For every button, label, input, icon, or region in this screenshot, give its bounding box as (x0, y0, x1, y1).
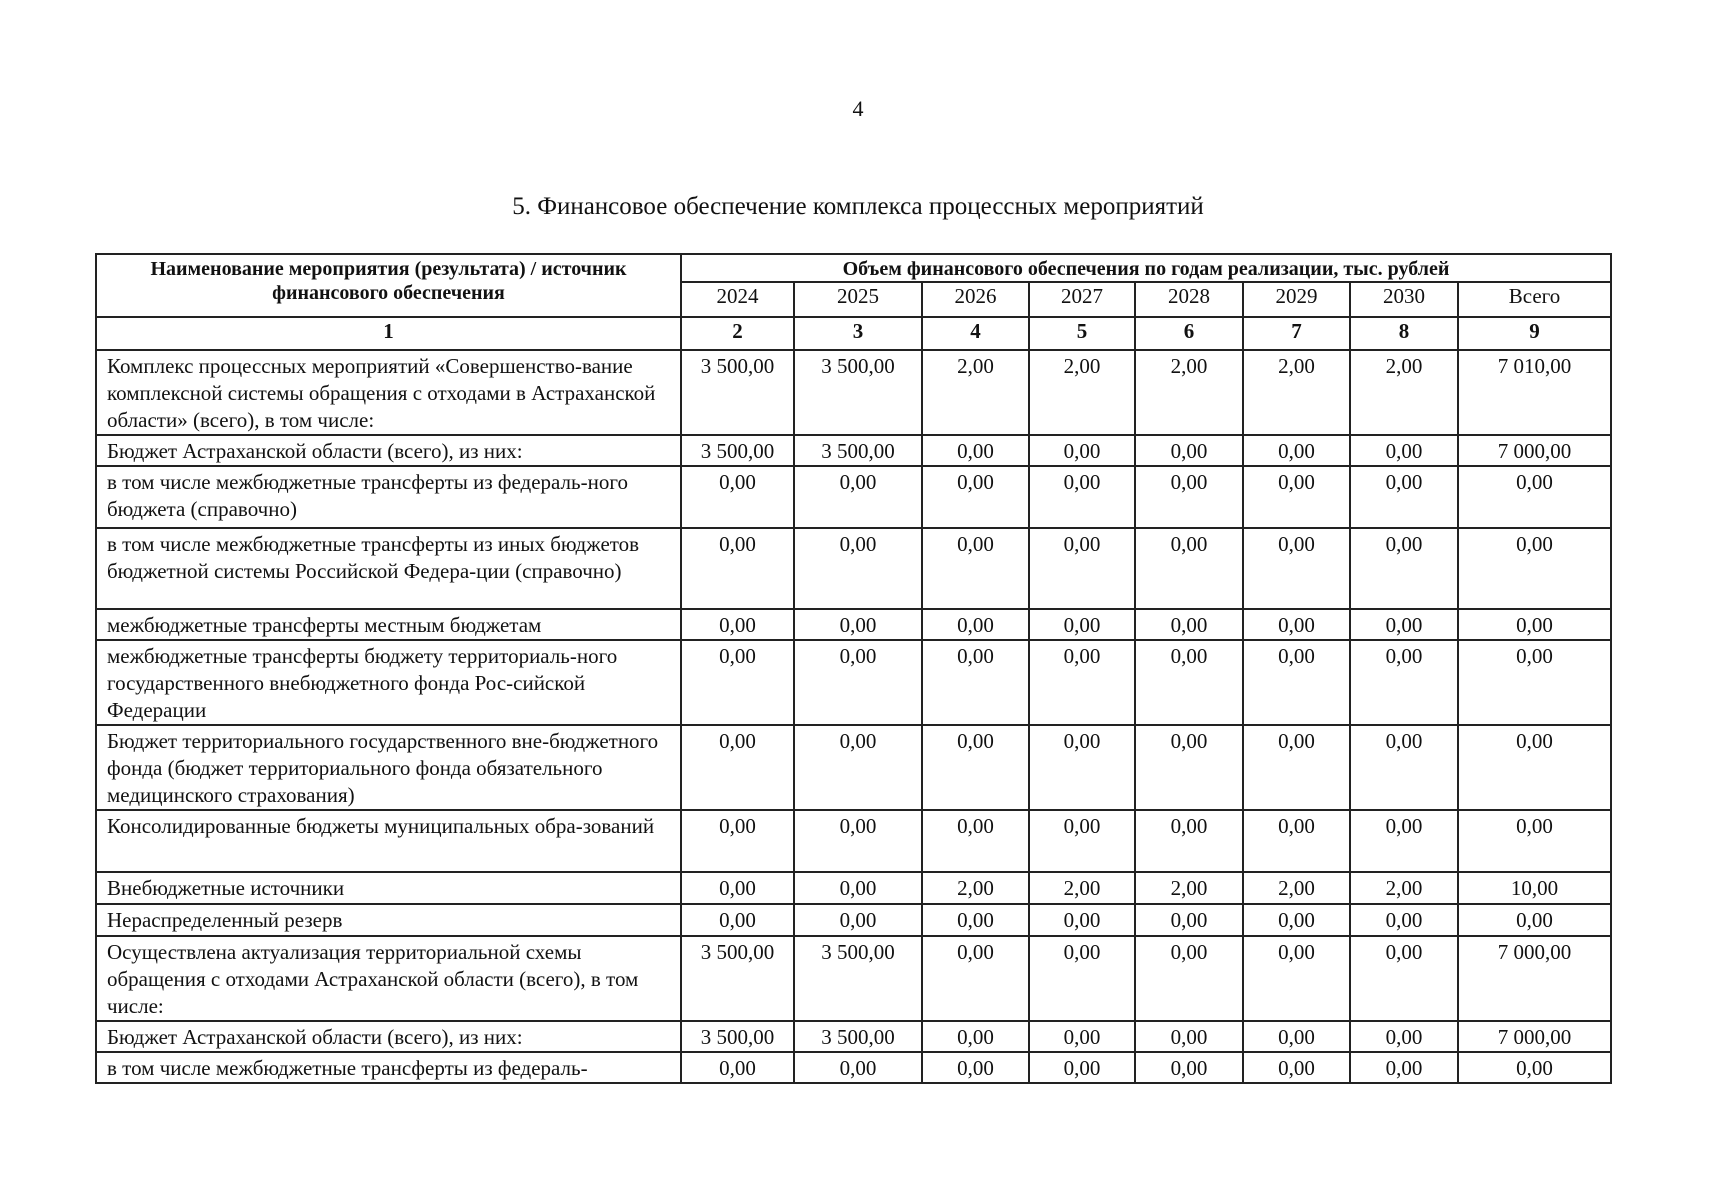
value-cell: 0,00 (1029, 1021, 1135, 1052)
value-cell: 3 500,00 (794, 435, 922, 466)
value-cell: 0,00 (1029, 1052, 1135, 1083)
value-cell: 0,00 (1135, 466, 1243, 528)
value-cell: 0,00 (922, 904, 1029, 936)
year-header-cell: 2026 (922, 282, 1029, 317)
value-cell: 0,00 (1029, 725, 1135, 810)
value-cell: 0,00 (922, 810, 1029, 872)
value-cell: 0,00 (681, 725, 794, 810)
column-index-cell: 4 (922, 317, 1029, 350)
financing-table (95, 253, 1612, 1084)
table-row (96, 936, 1611, 1021)
value-cell: 3 500,00 (681, 435, 794, 466)
total-cell: 7 010,00 (1458, 350, 1611, 435)
total-cell: 0,00 (1458, 810, 1611, 872)
row-name-cell: Бюджет Астраханской области (всего), из них: (96, 435, 681, 466)
row-name-cell: в том числе межбюджетные трансферты из федераль- (96, 1052, 681, 1083)
section-title: 5. Финансовое обеспечение комплекса процессных мероприятий (512, 193, 1204, 220)
value-cell: 0,00 (1029, 640, 1135, 725)
row-name-cell: Бюджет Астраханской области (всего), из них: (96, 1021, 681, 1052)
value-cell: 0,00 (1350, 435, 1458, 466)
value-cell: 0,00 (1029, 466, 1135, 528)
value-cell: 0,00 (922, 466, 1029, 528)
row-name-cell: Осуществлена актуализация территориальной схемы обращения с отходами Астраханской области (всего), в том числе: (96, 936, 681, 1021)
value-cell: 0,00 (794, 640, 922, 725)
value-cell: 0,00 (1135, 435, 1243, 466)
column-index-cell: 1 (96, 317, 681, 350)
value-cell: 0,00 (922, 528, 1029, 609)
value-cell: 0,00 (1350, 1021, 1458, 1052)
value-cell: 0,00 (681, 640, 794, 725)
value-cell: 0,00 (1350, 640, 1458, 725)
value-cell: 0,00 (1029, 435, 1135, 466)
column-index-cell: 7 (1243, 317, 1350, 350)
column-index-cell: 9 (1458, 317, 1611, 350)
column-index-cell: 3 (794, 317, 922, 350)
value-cell: 0,00 (1243, 904, 1350, 936)
table-row (96, 904, 1611, 936)
header-name-cell: Наименование мероприятия (результата) / источник финансового обеспечения (96, 254, 681, 317)
total-cell: 7 000,00 (1458, 1021, 1611, 1052)
value-cell: 0,00 (1029, 609, 1135, 640)
row-name-cell: Внебюджетные источники (96, 872, 681, 904)
row-name-cell: межбюджетные трансферты бюджету территориаль-ного государственного внебюджетного фонда Рос-сийской Федерации (96, 640, 681, 725)
page-number: 4 (852, 96, 864, 121)
value-cell: 3 500,00 (794, 1021, 922, 1052)
value-cell: 0,00 (794, 725, 922, 810)
value-cell: 0,00 (1350, 904, 1458, 936)
value-cell: 0,00 (794, 466, 922, 528)
value-cell: 0,00 (1243, 725, 1350, 810)
value-cell: 0,00 (1350, 936, 1458, 1021)
value-cell: 0,00 (1135, 904, 1243, 936)
value-cell: 3 500,00 (794, 936, 922, 1021)
value-cell: 2,00 (1243, 350, 1350, 435)
year-header-cell: 2029 (1243, 282, 1350, 317)
total-cell: 0,00 (1458, 466, 1611, 528)
value-cell: 0,00 (681, 1052, 794, 1083)
value-cell: 0,00 (681, 466, 794, 528)
value-cell: 3 500,00 (794, 350, 922, 435)
column-index-row (96, 317, 1611, 350)
value-cell: 2,00 (1350, 872, 1458, 904)
column-index-cell: 6 (1135, 317, 1243, 350)
value-cell: 0,00 (1029, 528, 1135, 609)
value-cell: 0,00 (922, 1021, 1029, 1052)
column-index-cell: 2 (681, 317, 794, 350)
total-cell: 7 000,00 (1458, 435, 1611, 466)
table-row (96, 528, 1611, 609)
row-name-cell: Бюджет территориального государственного вне-бюджетного фонда (бюджет территориального фонда обязательного медицинского страхования) (96, 725, 681, 810)
row-name-cell: в том числе межбюджетные трансферты из иных бюджетов бюджетной системы Российской Федера-ции (справочно) (96, 528, 681, 609)
total-cell: 10,00 (1458, 872, 1611, 904)
year-header-cell: 2030 (1350, 282, 1458, 317)
value-cell: 0,00 (1243, 609, 1350, 640)
value-cell: 0,00 (1350, 528, 1458, 609)
total-cell: 0,00 (1458, 1052, 1611, 1083)
value-cell: 2,00 (922, 872, 1029, 904)
value-cell: 0,00 (1135, 725, 1243, 810)
value-cell: 0,00 (1243, 936, 1350, 1021)
value-cell: 0,00 (922, 609, 1029, 640)
value-cell: 0,00 (794, 609, 922, 640)
value-cell: 0,00 (1243, 435, 1350, 466)
value-cell: 2,00 (1135, 350, 1243, 435)
value-cell: 0,00 (1135, 609, 1243, 640)
table-row (96, 810, 1611, 872)
value-cell: 2,00 (1243, 872, 1350, 904)
value-cell: 0,00 (1350, 810, 1458, 872)
table-row (96, 609, 1611, 640)
value-cell: 0,00 (1029, 904, 1135, 936)
table-row (96, 1021, 1611, 1052)
value-cell: 0,00 (1350, 466, 1458, 528)
total-cell: 0,00 (1458, 725, 1611, 810)
total-cell: 0,00 (1458, 904, 1611, 936)
row-name-cell: Комплекс процессных мероприятий «Совершенство-вание комплексной системы обращения с отходами в Астраханской области» (всего), в том числе: (96, 350, 681, 435)
value-cell: 0,00 (922, 640, 1029, 725)
value-cell: 0,00 (1135, 810, 1243, 872)
value-cell: 0,00 (794, 810, 922, 872)
value-cell: 0,00 (1243, 528, 1350, 609)
value-cell: 0,00 (1029, 810, 1135, 872)
value-cell: 0,00 (1135, 1052, 1243, 1083)
value-cell: 2,00 (1135, 872, 1243, 904)
total-cell: 0,00 (1458, 528, 1611, 609)
value-cell: 0,00 (794, 528, 922, 609)
total-cell: 7 000,00 (1458, 936, 1611, 1021)
value-cell: 2,00 (922, 350, 1029, 435)
column-index-cell: 8 (1350, 317, 1458, 350)
value-cell: 0,00 (1350, 1052, 1458, 1083)
value-cell: 0,00 (1243, 1021, 1350, 1052)
value-cell: 3 500,00 (681, 350, 794, 435)
value-cell: 0,00 (681, 528, 794, 609)
value-cell: 0,00 (794, 904, 922, 936)
value-cell: 0,00 (1029, 936, 1135, 1021)
value-cell: 0,00 (681, 609, 794, 640)
value-cell: 0,00 (681, 810, 794, 872)
value-cell: 0,00 (1350, 725, 1458, 810)
year-header-cell: 2024 (681, 282, 794, 317)
table-row (96, 640, 1611, 725)
table-row (96, 435, 1611, 466)
header-volume-cell: Объем финансового обеспечения по годам реализации, тыс. рублей (681, 254, 1611, 282)
total-cell: 0,00 (1458, 609, 1611, 640)
value-cell: 0,00 (1135, 528, 1243, 609)
value-cell: 0,00 (922, 936, 1029, 1021)
value-cell: 2,00 (1029, 350, 1135, 435)
year-header-cell: 2025 (794, 282, 922, 317)
row-name-cell: Нераспределенный резерв (96, 904, 681, 936)
table-row (96, 350, 1611, 435)
value-cell: 2,00 (1029, 872, 1135, 904)
value-cell: 0,00 (922, 725, 1029, 810)
value-cell: 0,00 (922, 435, 1029, 466)
total-cell: 0,00 (1458, 640, 1611, 725)
row-name-cell: в том числе межбюджетные трансферты из федераль-ного бюджета (справочно) (96, 466, 681, 528)
value-cell: 2,00 (1350, 350, 1458, 435)
value-cell: 0,00 (1243, 810, 1350, 872)
header-row (96, 254, 1611, 282)
value-cell: 0,00 (794, 1052, 922, 1083)
value-cell: 0,00 (794, 872, 922, 904)
table-row (96, 466, 1611, 528)
value-cell: 3 500,00 (681, 1021, 794, 1052)
value-cell: 0,00 (681, 872, 794, 904)
row-name-cell: межбюджетные трансферты местным бюджетам (96, 609, 681, 640)
table-row (96, 725, 1611, 810)
year-header-cell: 2027 (1029, 282, 1135, 317)
value-cell: 0,00 (1243, 640, 1350, 725)
column-index-cell: 5 (1029, 317, 1135, 350)
value-cell: 0,00 (1243, 466, 1350, 528)
value-cell: 0,00 (1350, 609, 1458, 640)
value-cell: 0,00 (1135, 1021, 1243, 1052)
total-header-cell: Всего (1458, 282, 1611, 317)
table-row (96, 872, 1611, 904)
value-cell: 3 500,00 (681, 936, 794, 1021)
value-cell: 0,00 (1135, 936, 1243, 1021)
table-row (96, 1052, 1611, 1083)
value-cell: 0,00 (1135, 640, 1243, 725)
value-cell: 0,00 (681, 904, 794, 936)
value-cell: 0,00 (1243, 1052, 1350, 1083)
year-header-cell: 2028 (1135, 282, 1243, 317)
value-cell: 0,00 (922, 1052, 1029, 1083)
row-name-cell: Консолидированные бюджеты муниципальных обра-зований (96, 810, 681, 872)
